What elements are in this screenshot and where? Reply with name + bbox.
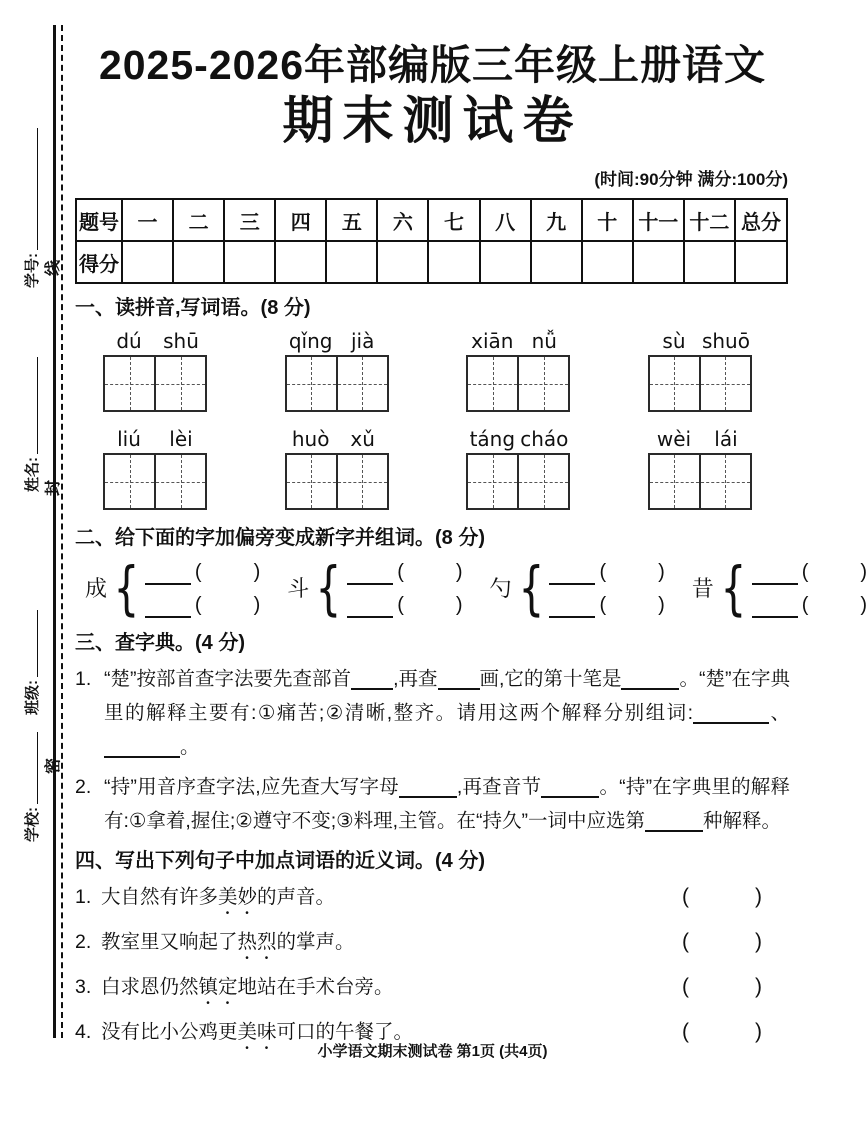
pinyin-label: qǐng jià — [288, 329, 375, 354]
answer-blank — [438, 669, 480, 691]
pinyin-label: táng cháo — [469, 427, 569, 452]
student-name-label: 姓名: — [23, 457, 41, 492]
tianzige-grid — [648, 355, 752, 412]
pinyin-label: liú lèi — [117, 427, 193, 452]
answer-blank — [621, 669, 679, 691]
score-table-header-cell: 六 — [377, 199, 428, 241]
answer-parens: ( ) — [682, 1020, 762, 1044]
answer-blank — [399, 777, 457, 799]
answer-blank — [347, 563, 393, 585]
base-character: 勺 — [489, 576, 512, 602]
school-field — [20, 732, 42, 842]
score-table-header-cell: 题号 — [76, 199, 122, 241]
answer-blank — [145, 563, 191, 585]
pinyin-group — [466, 428, 570, 510]
school-label: 学校: — [23, 807, 41, 842]
score-cell — [531, 241, 582, 283]
tianzige-cell — [287, 455, 336, 508]
student-id-blank-line — [37, 128, 38, 250]
question-number: 2. — [75, 776, 92, 799]
seal-char-line: 线 — [45, 260, 62, 277]
section-2-heading: 二、给下面的字加偏旁变成新字并组词。(8 分) — [75, 527, 485, 550]
score-row-label: 得分 — [76, 241, 122, 283]
radical-row — [75, 553, 867, 622]
tianzige-cell — [336, 455, 387, 508]
pinyin-label: dú shū — [116, 329, 199, 354]
tianzige-grid — [466, 453, 570, 510]
page-subtitle: 期末测试卷 — [282, 92, 583, 150]
tianzige-cell — [650, 357, 699, 410]
base-character: 斗 — [287, 576, 310, 602]
answer-blank — [145, 596, 191, 618]
base-character: 成 — [85, 576, 108, 602]
question-number: 3. — [75, 976, 92, 999]
emphasized-word: 美妙 — [218, 886, 258, 909]
score-table-header-cell: 七 — [428, 199, 479, 241]
score-table-header-cell: 十二 — [684, 199, 735, 241]
answer-entries — [752, 557, 867, 618]
score-table-header-cell: 九 — [531, 199, 582, 241]
synonym-item-1 — [75, 883, 790, 919]
score-table-header-cell: 十一 — [633, 199, 684, 241]
base-character: 昔 — [691, 576, 714, 602]
pinyin-label: xiān nǚ — [471, 329, 557, 354]
tianzige-cell — [468, 357, 517, 410]
student-name-blank-line — [37, 357, 38, 454]
score-table-header-cell: 总分 — [735, 199, 787, 241]
brace-glyph: { — [720, 553, 747, 622]
answer-parens: ( ) — [682, 975, 762, 999]
pinyin-group — [103, 330, 207, 412]
tianzige-cell — [650, 455, 699, 508]
question-number: 2. — [75, 931, 92, 954]
tianzige-cell — [154, 455, 205, 508]
radical-group — [85, 553, 261, 622]
answer-entry: ( ) — [145, 590, 260, 618]
pinyin-label: huò xǔ — [291, 427, 375, 452]
pinyin-group — [648, 428, 752, 510]
score-cell — [377, 241, 428, 283]
radical-group — [691, 553, 867, 622]
score-table-header-cell: 五 — [326, 199, 377, 241]
tianzige-cell — [468, 455, 517, 508]
tianzige-cell — [154, 357, 205, 410]
tianzige-grid — [285, 453, 389, 510]
score-table-header-cell: 三 — [224, 199, 275, 241]
question-number: 1. — [75, 886, 92, 909]
answer-parens: ( ) — [682, 930, 762, 954]
answer-blank — [549, 596, 595, 618]
score-table-header-cell: 二 — [173, 199, 224, 241]
tianzige-cell — [287, 357, 336, 410]
tianzige-grid — [103, 355, 207, 412]
synonym-item-2 — [75, 928, 790, 964]
emphasized-word: 美味 — [237, 1021, 277, 1044]
pinyin-group — [466, 330, 570, 412]
answer-blank — [347, 596, 393, 618]
tianzige-cell — [336, 357, 387, 410]
score-table-header-cell: 一 — [122, 199, 173, 241]
seal-char-mi: 密 — [45, 758, 62, 775]
school-blank-line — [37, 732, 38, 804]
tianzige-cell — [699, 357, 750, 410]
seal-dashed-line — [61, 25, 63, 1038]
radical-group — [287, 553, 463, 622]
question-text: “楚”按部首查字法要先查部首 ,再查 画,它的第十笔是 。“楚”在字典里的解释主要有:①痛苦;②清晰,整齐。请用这两个解释分别组词: 、。 — [104, 668, 790, 759]
answer-blank — [645, 811, 703, 833]
seal-solid-line — [53, 25, 56, 1038]
pinyin-group — [285, 428, 389, 510]
tianzige-cell — [105, 455, 154, 508]
answer-parens: ( ) — [682, 885, 762, 909]
brace-glyph: { — [113, 553, 140, 622]
score-cell — [326, 241, 377, 283]
answer-entry: ( ) — [752, 557, 867, 585]
question-number: 4. — [75, 1021, 92, 1044]
answer-blank — [351, 669, 393, 691]
tianzige-grid — [103, 453, 207, 510]
answer-entries — [145, 557, 260, 618]
score-cell — [633, 241, 684, 283]
answer-entries — [347, 557, 462, 618]
sentence-text: 没有比小公鸡更美味可口的午餐了。 — [101, 1021, 414, 1044]
student-id-field — [20, 128, 42, 288]
score-table-header-cell: 八 — [480, 199, 531, 241]
answer-blank — [549, 563, 595, 585]
class-field — [20, 610, 42, 715]
score-table-header-cell: 十 — [582, 199, 633, 241]
student-id-label: 学号: — [23, 253, 41, 288]
answer-entry: ( ) — [145, 557, 260, 585]
score-table-score-row — [76, 241, 787, 283]
question-text: “持”用音序查字法,应先查大写字母 ,再查音节 。“持”在字典里的解释有:①拿着,握住;②遵守不变;③料理,主管。在“持久”一词中应选第 种解释。 — [104, 776, 790, 833]
answer-blank — [752, 596, 798, 618]
exam-time-score-info: (时间:90分钟 满分:100分) — [594, 170, 788, 190]
score-cell — [122, 241, 173, 283]
section-3-heading: 三、查字典。(4 分) — [75, 632, 245, 655]
sentence-text: 白求恩仍然镇定地站在手术台旁。 — [101, 976, 394, 999]
pinyin-group — [648, 330, 752, 412]
answer-entry: ( ) — [549, 590, 664, 618]
section-4-heading: 四、写出下列句子中加点词语的近义词。(4 分) — [75, 850, 485, 873]
section-1-heading: 一、读拼音,写词语。(8 分) — [75, 297, 311, 320]
answer-blank — [693, 703, 769, 725]
score-cell — [173, 241, 224, 283]
answer-entries — [549, 557, 664, 618]
tianzige-cell — [517, 357, 568, 410]
dictionary-question-2 — [75, 770, 790, 838]
pinyin-group — [103, 428, 207, 510]
class-blank-line — [37, 610, 38, 677]
pinyin-label: sù shuō — [662, 329, 750, 354]
score-table-header-cell: 四 — [275, 199, 326, 241]
answer-entry: ( ) — [752, 590, 867, 618]
tianzige-grid — [466, 355, 570, 412]
tianzige-grid — [648, 453, 752, 510]
score-cell — [275, 241, 326, 283]
tianzige-cell — [699, 455, 750, 508]
dictionary-question-1 — [75, 662, 790, 764]
score-cell — [428, 241, 479, 283]
score-cell — [480, 241, 531, 283]
score-table-header-row — [76, 199, 787, 241]
pinyin-row-1 — [75, 330, 790, 412]
tianzige-grid — [285, 355, 389, 412]
answer-blank — [104, 737, 180, 759]
answer-entry: ( ) — [347, 557, 462, 585]
score-table — [75, 198, 788, 284]
question-number: 1. — [75, 668, 92, 691]
sentence-text: 大自然有许多美妙的声音。 — [101, 886, 336, 909]
seal-char-feng: 封 — [45, 480, 62, 497]
score-cell — [582, 241, 633, 283]
emphasized-word: 热烈 — [237, 931, 277, 954]
answer-entry: ( ) — [347, 590, 462, 618]
radical-group — [489, 553, 665, 622]
tianzige-cell — [517, 455, 568, 508]
pinyin-row-2 — [75, 428, 790, 510]
score-cell — [684, 241, 735, 283]
pinyin-group — [285, 330, 389, 412]
brace-glyph: { — [315, 553, 342, 622]
synonym-item-3 — [75, 973, 790, 1009]
page-title: 2025-2026年部编版三年级上册语文 — [98, 42, 767, 88]
page-footer: 小学语文期末测试卷 第1页 (共4页) — [317, 1043, 548, 1060]
tianzige-cell — [105, 357, 154, 410]
score-cell — [735, 241, 787, 283]
class-label: 班级: — [23, 680, 41, 715]
answer-entry: ( ) — [549, 557, 664, 585]
sentence-text: 教室里又响起了热烈的掌声。 — [101, 931, 355, 954]
score-cell — [224, 241, 275, 283]
answer-blank — [752, 563, 798, 585]
emphasized-word: 镇定 — [198, 976, 238, 999]
exam-content — [75, 0, 867, 1054]
answer-blank — [541, 777, 599, 799]
student-name-field — [20, 357, 42, 492]
brace-glyph: { — [518, 553, 544, 622]
pinyin-label: wèi lái — [656, 427, 738, 452]
